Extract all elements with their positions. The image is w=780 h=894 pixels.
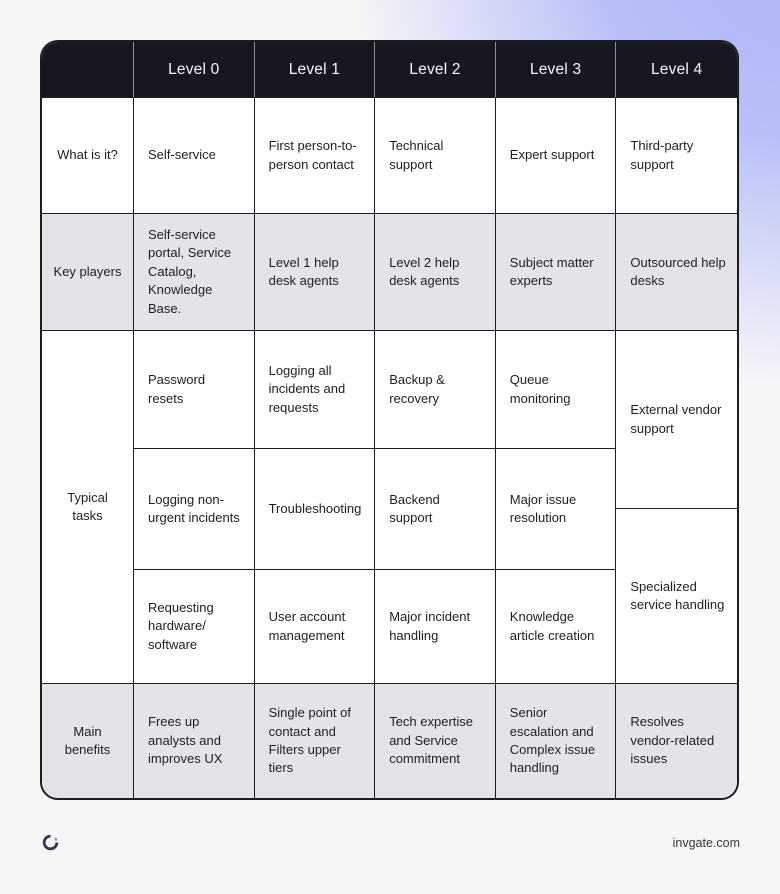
- cell-text: Backup & recovery: [389, 372, 445, 406]
- cell-text: Technical support: [389, 138, 444, 172]
- label-text: Main benefits: [64, 723, 111, 757]
- label-text: Typical tasks: [67, 489, 108, 523]
- header-level-3: Level 3: [496, 42, 617, 98]
- cell-text: Troubleshooting: [268, 500, 362, 516]
- header-level-0: Level 0: [134, 42, 255, 98]
- cell-benefits-level3: [496, 684, 617, 798]
- footer-brand-url: invgate.com: [672, 836, 740, 850]
- cell-tasks-level2-1: [375, 331, 496, 449]
- cell-benefits-level1: [255, 684, 376, 798]
- cell-text: Logging non-urgent incidents: [148, 491, 240, 525]
- cell-tasks-level1-1: [255, 331, 376, 449]
- cell-whatisit-level2: [375, 98, 496, 214]
- cell-tasks-level2-3: [375, 570, 496, 684]
- cell-tasks-level3-1: [496, 331, 617, 449]
- cell-text: Major incident handling: [389, 609, 471, 643]
- cell-tasks-level1-2: [255, 449, 376, 570]
- cell-keyplayers-level1: [255, 214, 376, 331]
- cell-tasks-level2-2: [375, 449, 496, 570]
- cell-text: Self-service: [148, 147, 216, 163]
- cell-tasks-level1-3: [255, 570, 376, 684]
- cell-keyplayers-level2: [375, 214, 496, 331]
- cell-whatisit-level4: [616, 98, 737, 214]
- invgate-logo-icon: [42, 834, 59, 851]
- cell-tasks-level0-1: [134, 331, 255, 449]
- cell-tasks-level3-2: [496, 449, 617, 570]
- support-levels-table: [40, 40, 739, 800]
- cell-benefits-level4: [616, 684, 737, 798]
- cell-text: Single point of contact and Filters upper tiers: [268, 705, 351, 776]
- cell-text: Frees up analysts and improves UX: [148, 714, 223, 767]
- row-label-main-benefits: [42, 684, 134, 798]
- cell-text: Third-party support: [630, 138, 694, 172]
- cell-text: External vendor support: [630, 402, 722, 436]
- cell-text: First person-to-person contact: [268, 138, 357, 172]
- cell-keyplayers-level4: [616, 214, 737, 331]
- cell-whatisit-level1: [255, 98, 376, 214]
- row-label-typical-tasks: [42, 331, 134, 684]
- cell-text: Self-service portal, Service Catalog, Knowledge Base.: [148, 226, 232, 316]
- cell-text: Knowledge article creation: [509, 609, 595, 643]
- cell-text: Level 2 help desk agents: [389, 254, 460, 288]
- cell-tasks-level4-2: [616, 509, 737, 684]
- cell-text: Resolves vendor-related issues: [630, 714, 715, 767]
- cell-text: Outsourced help desks: [630, 254, 726, 288]
- cell-text: Specialized service handling: [630, 578, 725, 612]
- cell-text: Queue monitoring: [509, 372, 571, 406]
- cell-text: User account management: [268, 609, 346, 643]
- cell-text: Logging all incidents and requests: [268, 362, 346, 415]
- cell-text: Major issue resolution: [509, 491, 577, 525]
- header-cell-empty: [42, 42, 134, 98]
- cell-keyplayers-level0: [134, 214, 255, 331]
- cell-text: Subject matter experts: [509, 254, 594, 288]
- header-level-4: Level 4: [616, 42, 737, 98]
- cell-text: Expert support: [509, 147, 595, 163]
- cell-tasks-level4-1: [616, 331, 737, 509]
- cell-text: Backend support: [389, 491, 440, 525]
- cell-tasks-level3-3: [496, 570, 617, 684]
- cell-text: Level 1 help desk agents: [268, 254, 339, 288]
- cell-benefits-level2: [375, 684, 496, 798]
- cell-tasks-level0-3: [134, 570, 255, 684]
- cell-text: Requesting hardware/ software: [148, 599, 214, 652]
- cell-whatisit-level3: [496, 98, 617, 214]
- cell-text: Senior escalation and Complex issue handling: [509, 705, 596, 776]
- cell-benefits-level0: [134, 684, 255, 798]
- row-label-key-players: Key players: [42, 214, 134, 331]
- header-level-2: Level 2: [375, 42, 496, 98]
- header-level-1: Level 1: [255, 42, 376, 98]
- cell-text: Tech expertise and Service commitment: [389, 714, 474, 767]
- row-label-what-is-it: What is it?: [42, 98, 134, 214]
- cell-whatisit-level0: [134, 98, 255, 214]
- cell-tasks-level0-2: [134, 449, 255, 570]
- cell-text: Password resets: [148, 372, 206, 406]
- cell-keyplayers-level3: [496, 214, 617, 331]
